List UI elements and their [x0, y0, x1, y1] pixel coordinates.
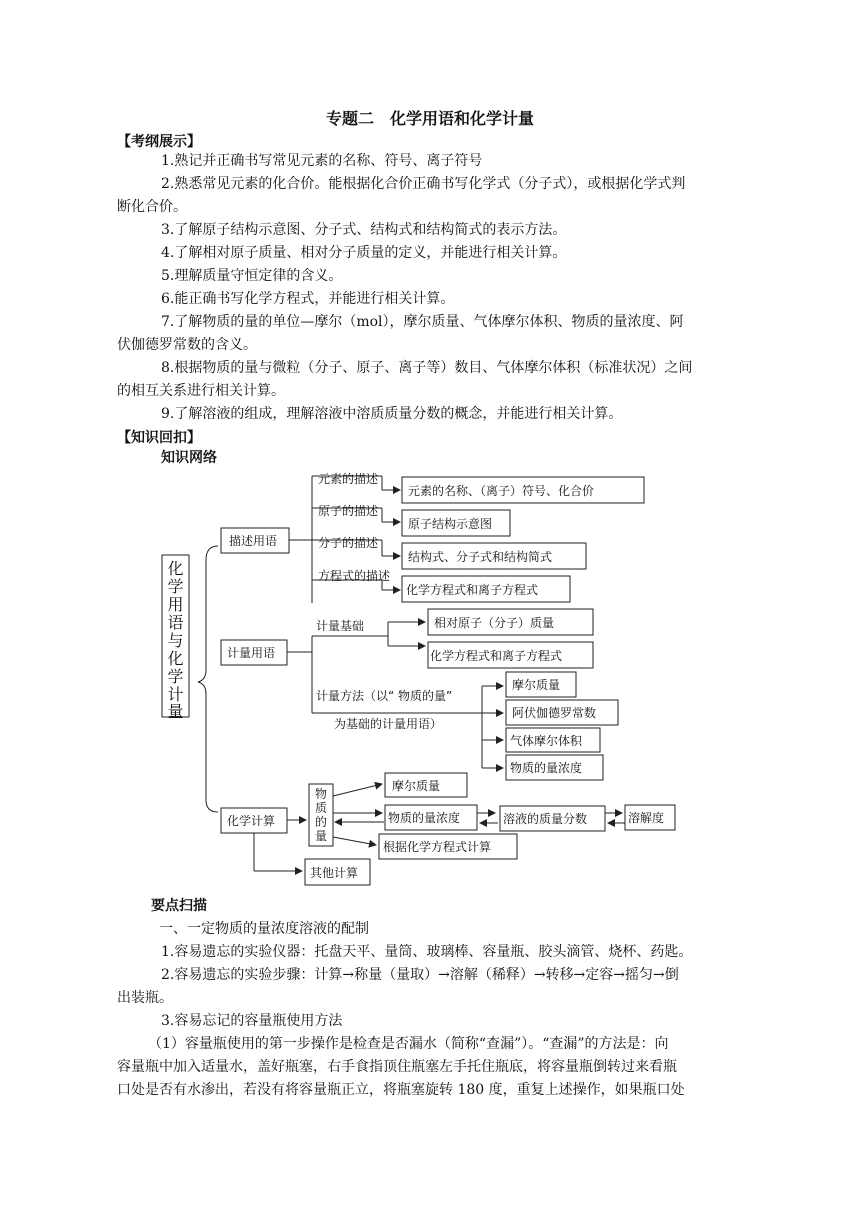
calc-mid-char: 量: [314, 829, 328, 843]
calc-target-label: 根据化学方程式计算: [383, 840, 492, 854]
calc-label: 化学计算: [227, 814, 276, 828]
key-point-line: （1）容量瓶使用的第一步操作是检查是否漏水（简称“查漏”）。“查漏”的方法是：向: [148, 1036, 669, 1052]
method-label: 为基础的计量用语）: [334, 717, 443, 731]
key-points-heading: 要点扫描: [151, 898, 207, 914]
basis-box-label: 相对原子（分子）质量: [434, 616, 555, 630]
branch-label: 原子的描述: [318, 504, 379, 518]
outline-line: 8.根据物质的量与微粒（分子、原子、离子等）数目、气体摩尔体积（标准状况）之间: [161, 360, 693, 376]
method-box-label: 摩尔质量: [512, 678, 561, 692]
describe-target-label: 结构式、分子式和结构简式: [408, 550, 553, 564]
outline-line: 的相互关系进行相关计算。: [117, 383, 285, 399]
describe-target-label: 原子结构示意图: [408, 517, 493, 531]
review-heading: 【知识回扣】: [117, 430, 201, 446]
solubility-label: 溶解度: [628, 811, 665, 825]
root-char: 计: [167, 685, 184, 704]
key-point-line: 3.容易忘记的容量瓶使用方法: [161, 1013, 343, 1029]
root-char: 量: [167, 702, 184, 721]
other-calc-label: 其他计算: [310, 866, 359, 880]
root-char: 与: [167, 631, 184, 650]
calc-mid-char: 物: [314, 787, 328, 801]
outline-line: 伏伽德罗常数的含义。: [117, 337, 257, 353]
outline-line: 7.了解物质的量的单位—摩尔（mol），摩尔质量、气体摩尔体积、物质的量浓度、阿: [161, 314, 684, 330]
outline-line: 1.熟记并正确书写常见元素的名称、符号、离子符号: [161, 153, 483, 169]
outline-heading: 【考纲展示】: [117, 134, 201, 150]
outline-line: 5.理解质量守恒定律的含义。: [161, 268, 343, 284]
root-char: 化: [167, 649, 184, 668]
outline-line: 2.熟悉常见元素的化合价。能根据化合价正确书写化学式（分子式），或根据化学式判: [161, 176, 686, 192]
key-point-line: 口处是否有水渗出，若没有将容量瓶正立，将瓶塞旋转 180 度，重复上述操作，如果瓶口处: [117, 1082, 685, 1098]
describe-target-label: 化学方程式和离子方程式: [406, 583, 539, 597]
outline-line: 3.了解原子结构示意图、分子式、结构式和结构简式的表示方法。: [161, 222, 567, 238]
root-char: 学: [167, 577, 184, 596]
network-title: 知识网络: [161, 450, 217, 466]
key-point-line: 容量瓶中加入适量水，盖好瓶塞，右手食指顶住瓶塞左手托住瓶底，将容量瓶倒转过来看瓶: [117, 1059, 677, 1075]
method-box-label: 阿伏伽德罗常数: [512, 706, 597, 720]
root-char: 化: [167, 559, 184, 578]
measure-label: 计量用语: [227, 646, 276, 660]
root-char: 语: [167, 613, 184, 632]
solution-label: 溶液的质量分数: [503, 812, 588, 826]
branch-label: 分子的描述: [318, 536, 379, 550]
outline-line: 9.了解溶液的组成，理解溶液中溶质质量分数的概念，并能进行相关计算。: [161, 406, 623, 422]
method-label: 计量方法（以“ 物质的量”: [316, 689, 453, 703]
root-char: 学: [167, 667, 184, 686]
outline-line: 断化合价。: [117, 199, 187, 215]
branch-label: 元素的描述: [318, 472, 379, 486]
key-point-line: 出装瓶。: [117, 990, 173, 1006]
root-brace: [198, 546, 218, 812]
method-box-label: 物质的量浓度: [510, 761, 583, 775]
describe-target-label: 元素的名称、（离子）符号、化合价: [408, 484, 595, 498]
outline-line: 6.能正确书写化学方程式，并能进行相关计算。: [161, 291, 455, 307]
root-char: 用: [167, 595, 184, 614]
calc-target-label: 物质的量浓度: [388, 811, 461, 825]
calc-mid-char: 的: [314, 815, 328, 829]
page-title: 专题二 化学用语和化学计量: [325, 109, 534, 128]
key-point-line: 一、一定物质的量浓度溶液的配制: [159, 921, 369, 937]
calc-target-label: 摩尔质量: [392, 779, 441, 793]
key-point-line: 1.容易遗忘的实验仪器：托盘天平、量筒、玻璃棒、容量瓶、胶头滴管、烧杯、药匙。: [161, 944, 693, 960]
key-point-line: 2.容易遗忘的实验步骤：计算→称量（量取）→溶解（稀释）→转移→定容→摇匀→倒: [161, 967, 679, 983]
describe-label: 描述用语: [229, 534, 278, 548]
basis-box-label: 化学方程式和离子方程式: [430, 649, 563, 663]
branch-label: 方程式的描述: [318, 569, 391, 583]
basis-label: 计量基础: [316, 619, 365, 633]
calc-mid-char: 质: [314, 801, 328, 815]
method-box-label: 气体摩尔体积: [510, 734, 583, 748]
outline-line: 4.了解相对原子质量、相对分子质量的定义，并能进行相关计算。: [161, 245, 567, 261]
